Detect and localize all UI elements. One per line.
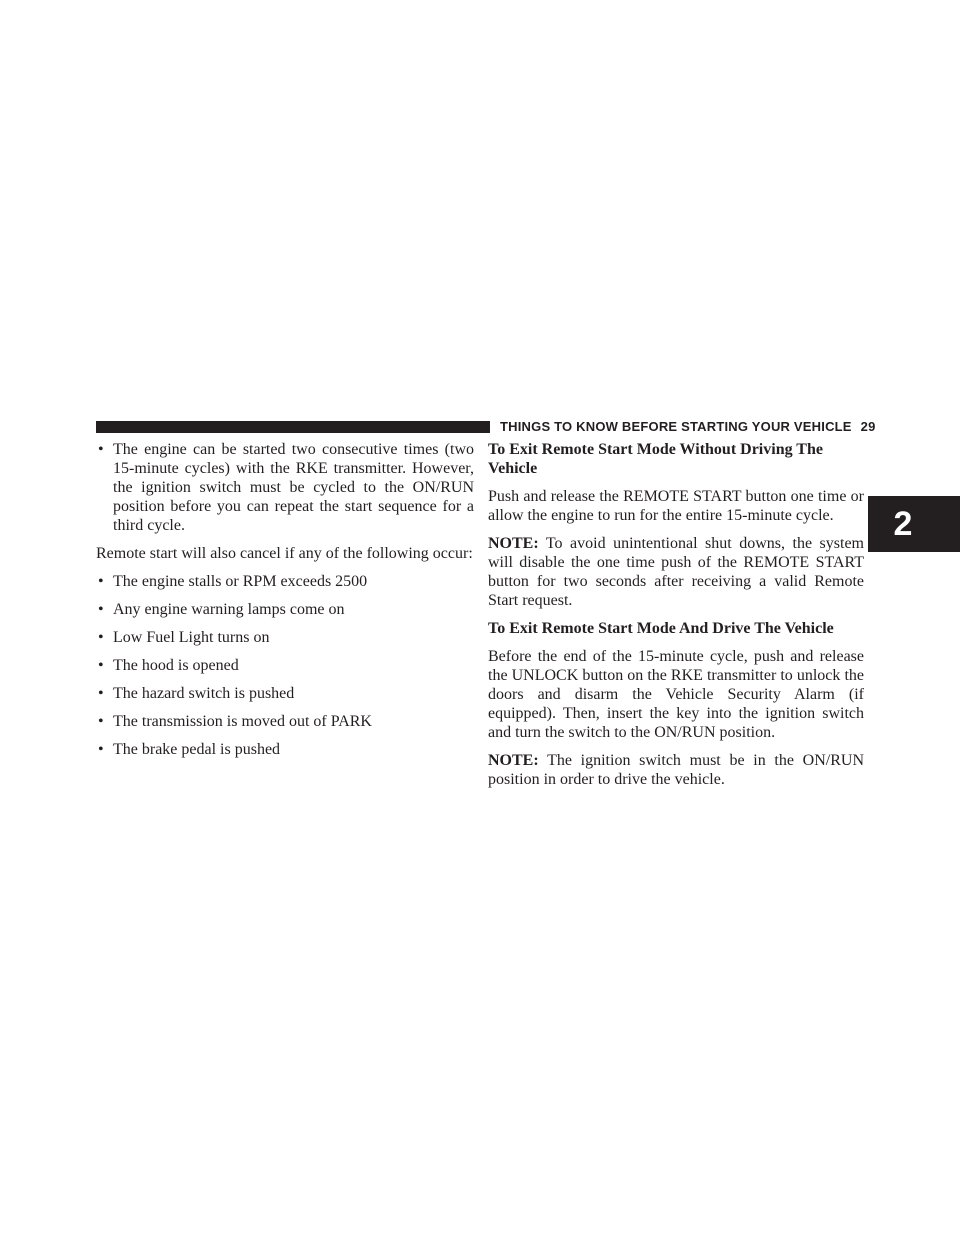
note-paragraph <box>488 534 864 610</box>
header-title: THINGS TO KNOW BEFORE STARTING YOUR VEHICLE <box>500 419 852 434</box>
list-item <box>96 740 474 759</box>
bullet-icon: • <box>98 441 104 458</box>
bullet-icon: • <box>98 685 104 702</box>
list-item-text: The transmission is moved out of PARK <box>113 713 372 730</box>
bullet-icon: • <box>98 741 104 758</box>
bullet-icon: • <box>98 629 104 646</box>
list-item <box>96 656 474 675</box>
list-item <box>96 600 474 619</box>
page-number: 29 <box>860 419 876 434</box>
left-column <box>96 440 474 768</box>
note-paragraph <box>488 751 864 789</box>
list-item-text: The engine can be started two consecutive times (two 15-minute cycles) with the RKE transmitter. However, the ignition switch must be cycled to the ON/RUN position before you can repeat the start sequence for a third cycle. <box>113 441 474 534</box>
paragraph: Before the end of the 15-minute cycle, push and release the UNLOCK button on the RKE transmitter to unlock the doors and disarm the Vehicle Security Alarm (if equipped). Then, insert the key into the ignition switch and turn the switch to the ON/RUN position. <box>488 648 864 741</box>
paragraph: Remote start will also cancel if any of the following occur: <box>96 545 473 562</box>
running-header <box>500 419 876 434</box>
bullet-icon: • <box>98 601 104 618</box>
bullet-icon: • <box>98 657 104 674</box>
note-text: To avoid unintentional shut downs, the system will disable the one time push of the REMOTE START button for two seconds after receiving a valid Remote Start request. <box>488 535 864 609</box>
bullet-icon: • <box>98 713 104 730</box>
list-item <box>96 684 474 703</box>
chapter-tab: 2 <box>868 496 960 552</box>
paragraph: Push and release the REMOTE START button one time or allow the engine to run for the entire 15-minute cycle. <box>488 488 864 524</box>
section-heading: To Exit Remote Start Mode And Drive The Vehicle <box>488 620 834 637</box>
note-text: The ignition switch must be in the ON/RUN position in order to drive the vehicle. <box>488 752 864 788</box>
list-item <box>96 572 474 591</box>
list-item-text: The hazard switch is pushed <box>113 685 295 702</box>
bullet-icon: • <box>98 573 104 590</box>
list-item-text: The engine stalls or RPM exceeds 2500 <box>113 573 368 590</box>
list-item-text: Low Fuel Light turns on <box>113 629 270 646</box>
list-item <box>96 440 474 535</box>
note-label: NOTE: <box>488 535 539 552</box>
list-item-text: The hood is opened <box>113 657 239 674</box>
right-column <box>488 440 864 798</box>
list-item-text: The brake pedal is pushed <box>113 741 281 758</box>
note-label: NOTE: <box>488 752 539 769</box>
list-item-text: Any engine warning lamps come on <box>113 601 345 618</box>
list-item <box>96 628 474 647</box>
list-item <box>96 712 474 731</box>
header-rule <box>96 421 490 433</box>
section-heading: To Exit Remote Start Mode Without Driving The Vehicle <box>488 441 823 477</box>
